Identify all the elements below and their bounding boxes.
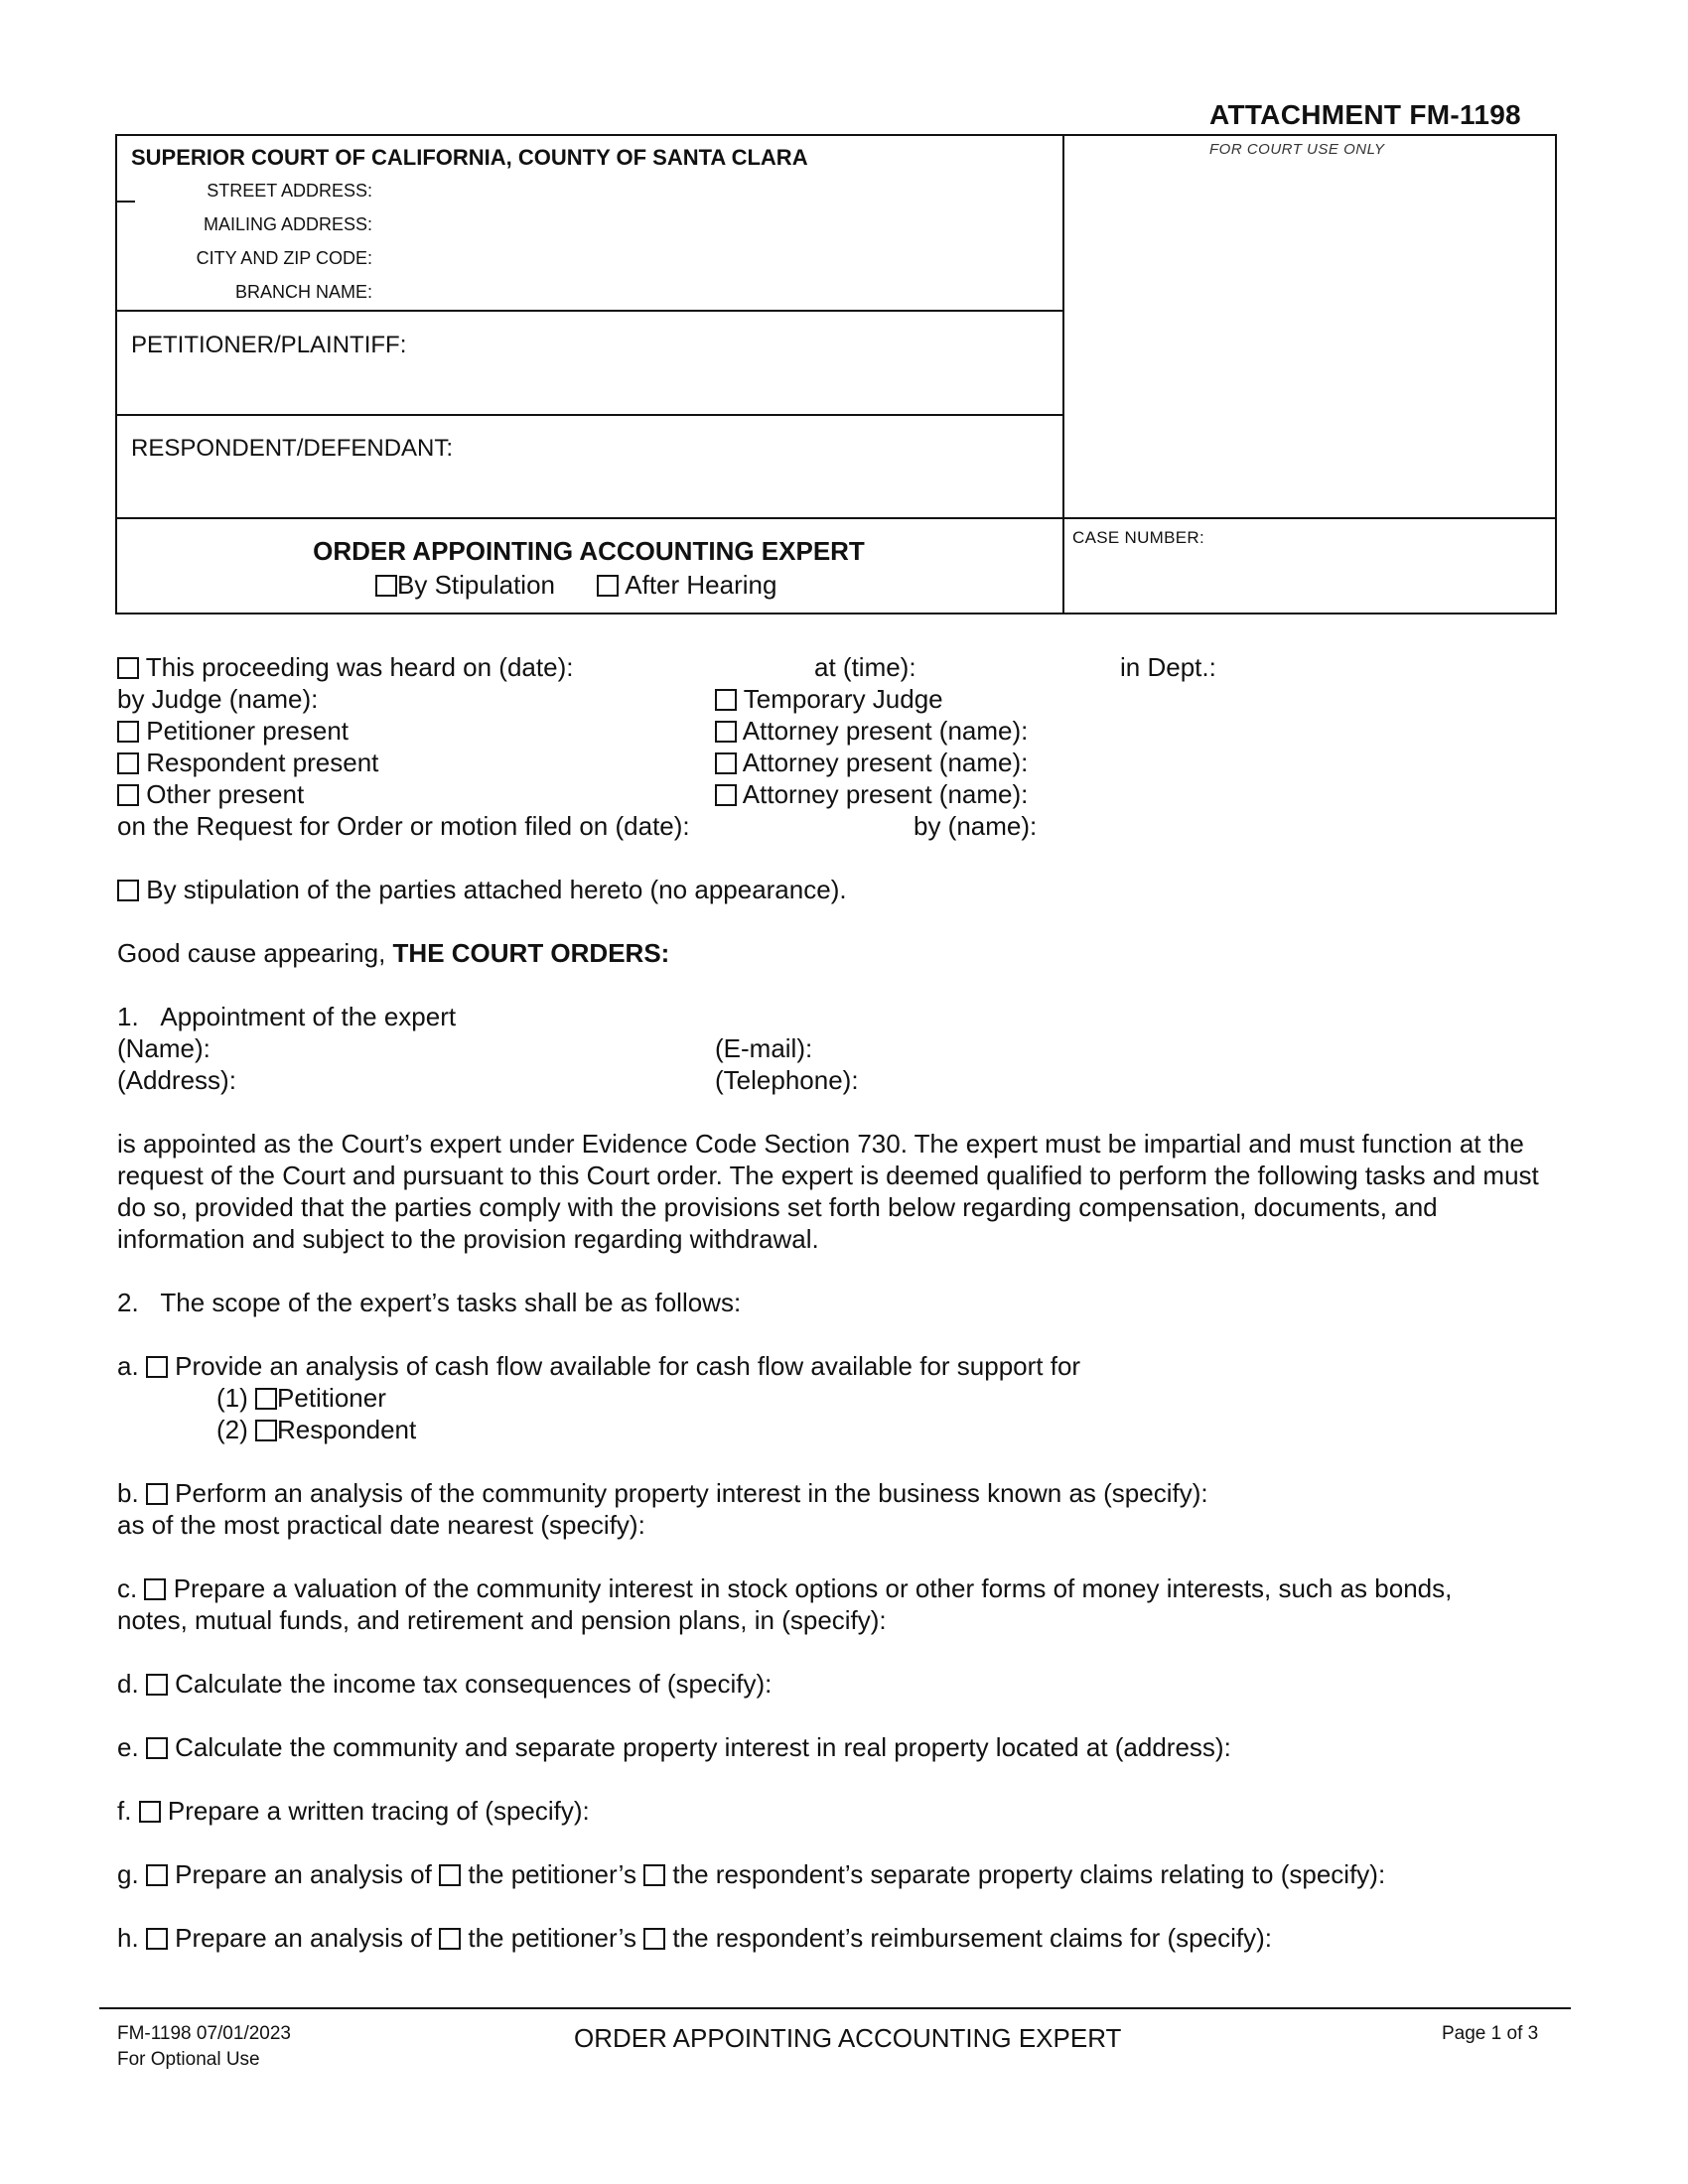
box-top-border [115, 134, 1557, 136]
address-divider [115, 310, 1062, 312]
attorney-present-row-3 [715, 778, 1028, 810]
request-filed-label: on the Request for Order or motion filed on (date): [117, 811, 690, 841]
respondent-present-checkbox[interactable] [117, 752, 139, 774]
heard-on-row [117, 651, 573, 683]
attorney-present-row-2 [715, 747, 1028, 778]
task-a1-number: (1) [216, 1383, 248, 1413]
task-a1-row [216, 1382, 386, 1414]
attorney-present-checkbox-1[interactable] [715, 721, 737, 743]
form-title: ORDER APPOINTING ACCOUNTING EXPERT [313, 536, 865, 566]
task-a1-label: Petitioner [277, 1383, 386, 1413]
task-g-text-2: the petitioner’s [468, 1859, 636, 1889]
task-g-row [117, 1858, 1385, 1890]
task-f-letter: f. [117, 1796, 132, 1826]
task-b-row [117, 1477, 1208, 1509]
task-a-letter: a. [117, 1351, 139, 1381]
task-c-row [117, 1572, 1452, 1604]
petitioner-present-checkbox[interactable] [117, 721, 139, 743]
mailing-address-label: MAILING ADDRESS: [203, 214, 372, 234]
task-g-letter: g. [117, 1859, 139, 1889]
attorney-present-label-3: Attorney present (name): [742, 779, 1029, 809]
petitioner-present-label: Petitioner present [146, 716, 350, 746]
petitioner-divider [115, 414, 1062, 416]
respondent-present-row [117, 747, 378, 778]
expert-email-label: (E-mail): [715, 1033, 813, 1063]
by-name-label: by (name): [914, 811, 1038, 841]
petitioner-present-row [117, 715, 349, 747]
stipulation-label: By stipulation of the parties attached hereto (no appearance). [146, 875, 847, 904]
task-a2-label: Respondent [277, 1415, 417, 1444]
task-b-letter: b. [117, 1478, 139, 1508]
other-present-row [117, 778, 304, 810]
task-d-text: Calculate the income tax consequences of (specify): [175, 1669, 773, 1699]
by-judge-label: by Judge (name): [117, 684, 319, 714]
by-stipulation-checkbox[interactable] [375, 575, 397, 597]
title-divider [115, 517, 1557, 519]
task-h-text-3: the respondent’s reimbursement claims for (specify): [672, 1923, 1272, 1953]
attorney-present-checkbox-3[interactable] [715, 784, 737, 806]
task-e-letter: e. [117, 1732, 139, 1762]
task-c-checkbox[interactable] [144, 1578, 166, 1600]
task-e-row [117, 1731, 1231, 1763]
respondent-present-label: Respondent present [146, 748, 379, 777]
task-a1-checkbox[interactable] [255, 1388, 277, 1410]
attorney-present-label-2: Attorney present (name): [742, 748, 1029, 777]
attorney-present-row-1 [715, 715, 1028, 747]
box-bottom-border [115, 613, 1557, 614]
court-orders-line [117, 937, 669, 969]
temporary-judge-row [715, 683, 943, 715]
task-h-text-2: the petitioner’s [468, 1923, 636, 1953]
task-d-checkbox[interactable] [146, 1674, 168, 1696]
task-g-text-3: the respondent’s separate property claims relating to (specify): [672, 1859, 1386, 1889]
box-center-divider [1062, 134, 1064, 614]
box-right-border [1555, 134, 1557, 614]
appointment-paragraph: is appointed as the Court’s expert under Evidence Code Section 730. The expert must be impartial and must function at the request of the Court and pursuant to this Court order. The expert is deemed qualified to perform the following tasks and must do so, provided that the parties comply with the provisions set forth below regarding compensation, documents, and information and subject to the provision regarding withdrawal. [117, 1129, 1539, 1254]
court-name: SUPERIOR COURT OF CALIFORNIA, COUNTY OF SANTA CLARA [131, 145, 808, 170]
task-g-text-1: Prepare an analysis of [175, 1859, 432, 1889]
attachment-label: ATTACHMENT FM-1198 [1209, 99, 1521, 130]
task-f-row [117, 1795, 590, 1827]
task-f-text: Prepare a written tracing of (specify): [167, 1796, 590, 1826]
footer-optional-use: For Optional Use [117, 2049, 260, 2070]
task-a-text: Provide an analysis of cash flow available for cash flow available for support for [175, 1351, 1081, 1381]
heard-on-label: This proceeding was heard on (date): [145, 652, 574, 682]
street-address-label: STREET ADDRESS: [207, 181, 372, 201]
branch-name-label: BRANCH NAME: [234, 282, 372, 302]
good-cause-text: Good cause appearing, [117, 938, 386, 968]
task-e-checkbox[interactable] [146, 1737, 168, 1759]
task-h-row [117, 1922, 1272, 1954]
task-c-text: Prepare a valuation of the community interest in stock options or other forms of money interests, such as bonds, [173, 1573, 1453, 1603]
stipulation-checkbox[interactable] [117, 880, 139, 901]
task-e-text: Calculate the community and separate property interest in real property located at (address): [175, 1732, 1231, 1762]
other-present-label: Other present [146, 779, 305, 809]
temporary-judge-checkbox[interactable] [715, 689, 737, 711]
respondent-label: RESPONDENT/DEFENDANT: [131, 435, 454, 462]
attorney-present-label-1: Attorney present (name): [742, 716, 1029, 746]
at-time-label: at (time): [814, 652, 916, 682]
task-h-letter: h. [117, 1923, 139, 1953]
task-g-respondent-checkbox[interactable] [643, 1864, 665, 1886]
heard-on-checkbox[interactable] [117, 657, 139, 679]
task-h-checkbox[interactable] [146, 1928, 168, 1950]
by-stipulation-label: By Stipulation [397, 570, 555, 600]
expert-name-label: (Name): [117, 1033, 211, 1063]
footer-rule [99, 2007, 1571, 2009]
after-hearing-label: After Hearing [625, 570, 777, 600]
attorney-present-checkbox-2[interactable] [715, 752, 737, 774]
task-h-respondent-checkbox[interactable] [643, 1928, 665, 1950]
task-a-row [117, 1350, 1080, 1382]
task-b-text: Perform an analysis of the community property interest in the business known as (specify): [175, 1478, 1208, 1508]
stipulation-row [117, 874, 847, 905]
item-2-heading: 2. The scope of the expert’s tasks shall be as follows: [117, 1288, 742, 1317]
task-g-checkbox[interactable] [146, 1864, 168, 1886]
footer-title: ORDER APPOINTING ACCOUNTING EXPERT [574, 2023, 1122, 2053]
expert-telephone-label: (Telephone): [715, 1065, 859, 1095]
title-options [375, 570, 776, 601]
task-d-row [117, 1668, 772, 1700]
city-zip-label: CITY AND ZIP CODE: [196, 248, 372, 268]
task-a2-number: (2) [216, 1415, 248, 1444]
footer-form-id: FM-1198 07/01/2023 [117, 2023, 291, 2044]
case-number-label: CASE NUMBER: [1072, 528, 1205, 547]
task-h-petitioner-checkbox[interactable] [439, 1928, 461, 1950]
court-use-label: FOR COURT USE ONLY [1209, 141, 1385, 158]
task-a2-checkbox[interactable] [255, 1420, 277, 1441]
task-b-date-label: as of the most practical date nearest (specify): [117, 1510, 645, 1540]
petitioner-label: PETITIONER/PLAINTIFF: [131, 332, 407, 358]
court-orders-heading: THE COURT ORDERS: [392, 938, 670, 968]
task-g-petitioner-checkbox[interactable] [439, 1864, 461, 1886]
task-d-letter: d. [117, 1669, 139, 1699]
task-c-letter: c. [117, 1573, 138, 1603]
task-f-checkbox[interactable] [139, 1801, 161, 1823]
temporary-judge-label: Temporary Judge [743, 684, 943, 714]
footer-page-number: Page 1 of 3 [1442, 2023, 1539, 2044]
task-h-text-1: Prepare an analysis of [175, 1923, 432, 1953]
other-present-checkbox[interactable] [117, 784, 139, 806]
task-c-text-continued: notes, mutual funds, and retirement and pension plans, in (specify): [117, 1605, 887, 1635]
task-b-checkbox[interactable] [146, 1483, 168, 1505]
expert-address-label: (Address): [117, 1065, 236, 1095]
after-hearing-checkbox[interactable] [597, 575, 619, 597]
item-1-heading: 1. Appointment of the expert [117, 1002, 457, 1031]
task-a2-row [216, 1414, 416, 1445]
task-a-checkbox[interactable] [146, 1356, 168, 1378]
in-dept-label: in Dept.: [1120, 652, 1216, 682]
